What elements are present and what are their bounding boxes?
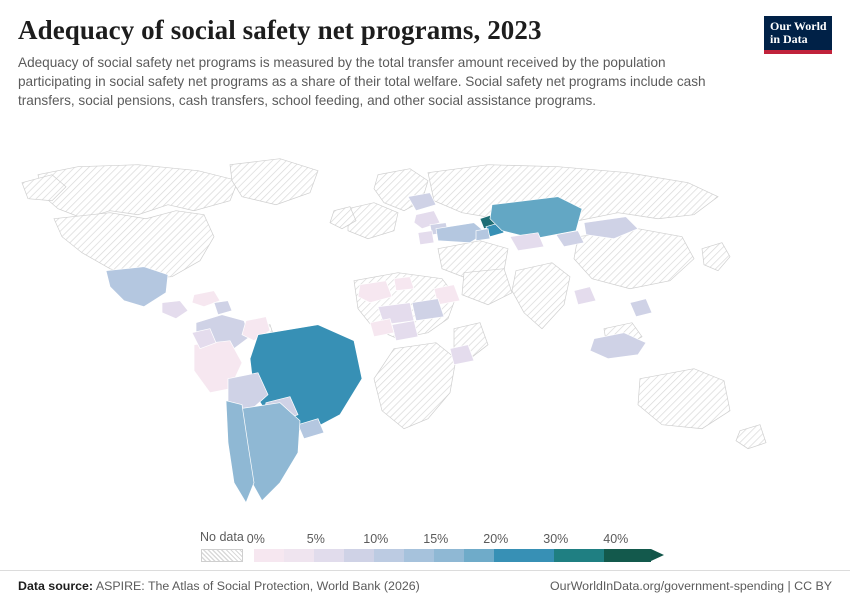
owid-logo-line2: in Data bbox=[770, 31, 808, 46]
chart-subtitle: Adequacy of social safety net programs is measured by the total transfer amount received by the population participating in social safety net programs as a share of their total welfare. Social safety net programs include cash transfers, social pensions, cash transfers, school feeding, and other social assistance programs. bbox=[18, 54, 706, 109]
legend-swatch-9[interactable] bbox=[554, 549, 604, 562]
country-niger-chad[interactable] bbox=[412, 298, 444, 320]
legend-swatch-8[interactable] bbox=[494, 549, 554, 562]
legend-swatch-3[interactable] bbox=[344, 549, 374, 562]
region-japan[interactable] bbox=[702, 242, 730, 270]
legend-tick-labels bbox=[246, 532, 664, 549]
legend-no-data[interactable] bbox=[200, 530, 244, 562]
legend-swatch-10[interactable] bbox=[604, 549, 651, 562]
legend-swatch-6[interactable] bbox=[434, 549, 464, 562]
data-source bbox=[18, 579, 420, 593]
legend-tick-2: 10% bbox=[363, 532, 389, 546]
country-tunisia[interactable] bbox=[394, 276, 414, 290]
country-uzbekistan[interactable] bbox=[510, 232, 544, 250]
owid-logo-line1: Our World bbox=[770, 19, 827, 33]
world-map[interactable] bbox=[18, 125, 832, 570]
region-india[interactable] bbox=[512, 262, 570, 328]
country-greece[interactable] bbox=[418, 230, 434, 244]
legend-no-data-swatch bbox=[201, 549, 243, 562]
region-greenland[interactable] bbox=[230, 158, 318, 204]
country-mexico[interactable] bbox=[106, 266, 168, 306]
legend-tick-6: 40% bbox=[603, 532, 629, 546]
legend-tick-5: 30% bbox=[543, 532, 569, 546]
country-philippines[interactable] bbox=[630, 298, 652, 316]
legend-tick-0: 0% bbox=[246, 532, 265, 546]
region-canada[interactable] bbox=[38, 164, 238, 218]
region-new-zealand[interactable] bbox=[736, 424, 766, 448]
map-legend bbox=[200, 530, 664, 562]
owid-url-link[interactable]: OurWorldInData.org/government-spending bbox=[550, 579, 784, 593]
region-iran-pakistan[interactable] bbox=[462, 268, 512, 304]
country-dominican-republic[interactable] bbox=[214, 300, 232, 314]
page-title: Adequacy of social safety net programs, 2023 bbox=[18, 15, 542, 45]
region-australia[interactable] bbox=[638, 368, 730, 428]
legend-swatch-1[interactable] bbox=[284, 549, 314, 562]
country-nigeria[interactable] bbox=[392, 320, 418, 340]
region-southern-africa[interactable] bbox=[374, 342, 456, 428]
legend-swatch-4[interactable] bbox=[374, 549, 404, 562]
world-map-svg[interactable] bbox=[18, 125, 832, 570]
footer-links bbox=[550, 579, 832, 593]
license-link[interactable]: CC BY bbox=[794, 579, 832, 593]
data-source-text: ASPIRE: The Atlas of Social Protection, World Bank (2026) bbox=[95, 579, 420, 593]
country-central-america[interactable] bbox=[162, 300, 188, 318]
legend-color-bar[interactable] bbox=[254, 549, 664, 562]
legend-tick-4: 20% bbox=[483, 532, 509, 546]
legend-scale[interactable] bbox=[246, 532, 664, 562]
country-armenia[interactable] bbox=[476, 228, 490, 240]
legend-arrow-icon bbox=[651, 549, 664, 561]
legend-swatch-2[interactable] bbox=[314, 549, 344, 562]
chart-header bbox=[18, 16, 832, 111]
country-vietnam-laos[interactable] bbox=[574, 286, 596, 304]
footer-separator: | bbox=[787, 579, 791, 593]
legend-no-data-label: No data bbox=[200, 530, 244, 544]
legend-tick-3: 15% bbox=[423, 532, 449, 546]
legend-swatch-7[interactable] bbox=[464, 549, 494, 562]
legend-tick-1: 5% bbox=[306, 532, 325, 546]
legend-swatch-5[interactable] bbox=[404, 549, 434, 562]
data-source-label: Data source: bbox=[18, 579, 94, 593]
owid-logo[interactable] bbox=[764, 16, 832, 54]
chart-footer bbox=[0, 570, 850, 600]
legend-swatch-0[interactable] bbox=[254, 549, 284, 562]
region-china[interactable] bbox=[574, 228, 694, 288]
